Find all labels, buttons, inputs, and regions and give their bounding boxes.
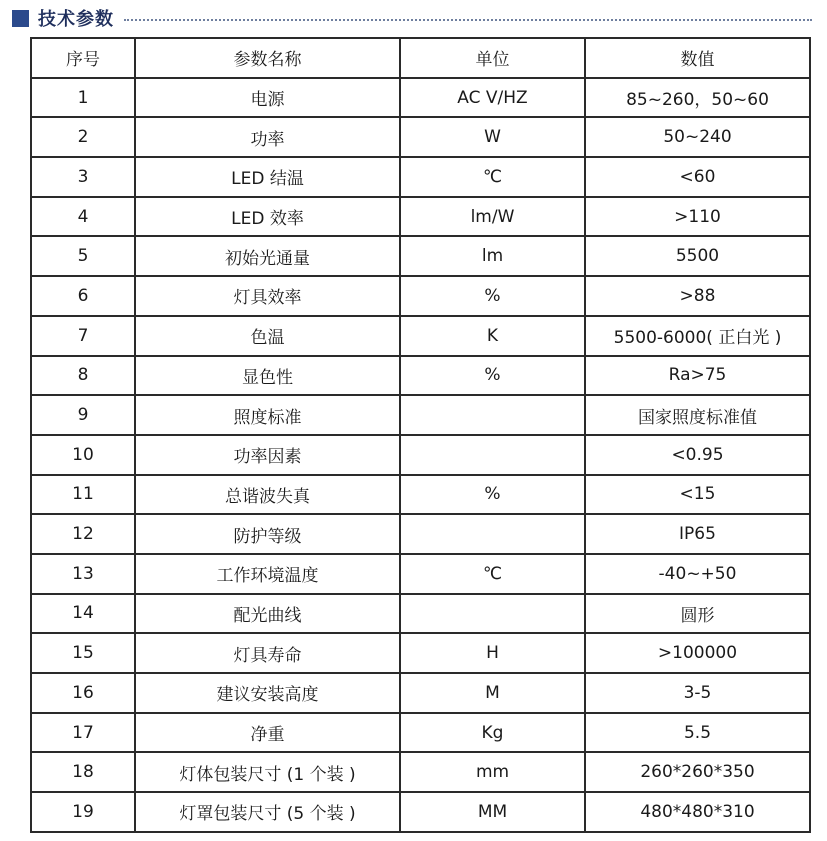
cell-value: >110 [585,197,810,237]
cell-value: 国家照度标准值 [585,395,810,435]
table-row [31,514,810,554]
cell-unit: ℃ [400,157,585,197]
cell-value: 260*260*350 [585,752,810,792]
cell-param-name: LED 效率 [135,197,400,237]
cell-no: 2 [31,117,135,157]
cell-param-name: LED 结温 [135,157,400,197]
cell-param-name: 防护等级 [135,514,400,554]
cell-unit: AC V/HZ [400,78,585,118]
cell-param-name: 灯罩包装尺寸 (5 个装 ) [135,792,400,832]
cell-param-name: 照度标准 [135,395,400,435]
table-row [31,157,810,197]
heading-square-icon [12,10,29,27]
header-name: 参数名称 [135,38,400,78]
header-no: 序号 [31,38,135,78]
table-row [31,752,810,792]
cell-value: 5.5 [585,713,810,753]
header-unit: 单位 [400,38,585,78]
cell-no: 13 [31,554,135,594]
cell-no: 6 [31,276,135,316]
cell-value: 85~260，50~60 [585,78,810,118]
cell-value: 50~240 [585,117,810,157]
cell-no: 8 [31,356,135,396]
cell-value: <15 [585,475,810,515]
table-row [31,792,810,832]
cell-unit: % [400,356,585,396]
cell-no: 12 [31,514,135,554]
table-row [31,554,810,594]
cell-param-name: 功率 [135,117,400,157]
cell-unit [400,514,585,554]
cell-no: 1 [31,78,135,118]
cell-param-name: 初始光通量 [135,236,400,276]
cell-param-name: 显色性 [135,356,400,396]
table-row [31,673,810,713]
cell-no: 18 [31,752,135,792]
table-row [31,356,810,396]
cell-unit: MM [400,792,585,832]
cell-unit: lm [400,236,585,276]
table-row [31,117,810,157]
cell-param-name: 灯具效率 [135,276,400,316]
cell-param-name: 色温 [135,316,400,356]
cell-param-name: 灯具寿命 [135,633,400,673]
cell-value: 圆形 [585,594,810,634]
cell-param-name: 建议安装高度 [135,673,400,713]
section-heading [12,4,812,32]
section-title: 技术参数 [38,9,114,30]
table-body [31,78,810,832]
cell-param-name: 灯体包装尺寸 (1 个装 ) [135,752,400,792]
cell-no: 5 [31,236,135,276]
cell-no: 7 [31,316,135,356]
spec-table [30,37,811,833]
table-row [31,713,810,753]
cell-unit: ℃ [400,554,585,594]
cell-no: 19 [31,792,135,832]
table-row [31,594,810,634]
cell-value: >88 [585,276,810,316]
cell-no: 10 [31,435,135,475]
header-value: 数值 [585,38,810,78]
table-row [31,236,810,276]
cell-no: 16 [31,673,135,713]
cell-no: 17 [31,713,135,753]
cell-no: 9 [31,395,135,435]
cell-unit [400,435,585,475]
table-row [31,435,810,475]
cell-value: 5500 [585,236,810,276]
cell-unit: W [400,117,585,157]
cell-param-name: 总谐波失真 [135,475,400,515]
cell-param-name: 工作环境温度 [135,554,400,594]
cell-value: 5500-6000( 正白光 ) [585,316,810,356]
cell-value: >100000 [585,633,810,673]
cell-unit: lm/W [400,197,585,237]
dotted-divider [124,19,812,21]
cell-value: <60 [585,157,810,197]
cell-unit: mm [400,752,585,792]
cell-param-name: 功率因素 [135,435,400,475]
table-row [31,276,810,316]
cell-unit [400,594,585,634]
cell-param-name: 净重 [135,713,400,753]
cell-unit [400,395,585,435]
cell-unit: M [400,673,585,713]
cell-param-name: 电源 [135,78,400,118]
table-row [31,197,810,237]
cell-no: 14 [31,594,135,634]
cell-unit: H [400,633,585,673]
cell-no: 4 [31,197,135,237]
table-row [31,475,810,515]
table-row [31,316,810,356]
table-row [31,395,810,435]
cell-value: 480*480*310 [585,792,810,832]
table-header-row [31,38,810,78]
cell-unit: Kg [400,713,585,753]
cell-value: 3-5 [585,673,810,713]
cell-no: 3 [31,157,135,197]
cell-value: IP65 [585,514,810,554]
table-row [31,78,810,118]
cell-value: Ra>75 [585,356,810,396]
cell-value: <0.95 [585,435,810,475]
cell-unit: % [400,475,585,515]
cell-no: 11 [31,475,135,515]
cell-no: 15 [31,633,135,673]
cell-unit: % [400,276,585,316]
cell-unit: K [400,316,585,356]
cell-param-name: 配光曲线 [135,594,400,634]
table-row [31,633,810,673]
cell-value: -40~+50 [585,554,810,594]
